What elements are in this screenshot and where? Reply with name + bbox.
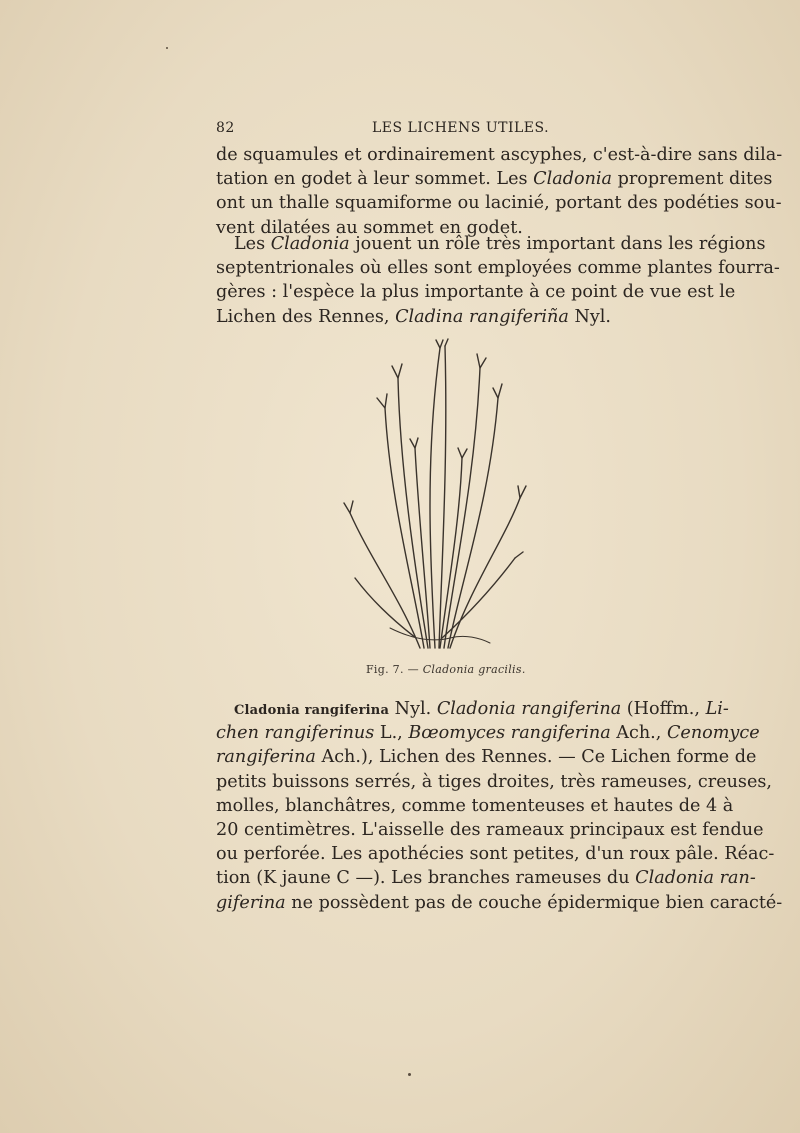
text-line: molles, blanchâtres, comme tomenteuses et hautes de 4 à bbox=[216, 795, 734, 816]
paper-speck bbox=[166, 47, 168, 49]
text-line: Les Cladonia jouent un rôle très important dans les régions bbox=[234, 234, 766, 254]
text-line: de squamules et ordinairement ascyphes, c'est-à-dire sans dila- bbox=[216, 145, 783, 165]
species-heading: Cladonia rangiferina bbox=[234, 703, 390, 718]
text-line: ont un thalle squamiforme ou lacinié, portant des podéties sou- bbox=[216, 193, 782, 214]
text-line: 20 centimètres. L'aisselle des rameaux principaux est fendue bbox=[216, 819, 764, 840]
paragraph-3 bbox=[216, 697, 783, 915]
cladonia-illustration bbox=[330, 338, 540, 658]
running-header bbox=[216, 120, 664, 140]
text-line: Lichen des Rennes, Cladina rangiferiña Nyl. bbox=[216, 306, 612, 327]
text-line: chen rangiferinus L., Bœomyces rangiferina Ach., Cenomyce bbox=[216, 723, 760, 744]
text-line: tation en godet à leur sommet. Les Cladonia proprement dites bbox=[216, 169, 773, 190]
caption-label: Fig. 7. — bbox=[366, 663, 419, 676]
text-line: vent dilatées au sommet en godet. bbox=[216, 217, 523, 238]
figure-caption bbox=[366, 663, 526, 676]
text-line: rangiferina Ach.), Lichen des Rennes. — Ce Lichen forme de bbox=[216, 747, 757, 768]
paragraph-1 bbox=[216, 143, 783, 240]
text-line: petits buissons serrés, à tiges droites, très rameuses, creuses, bbox=[216, 771, 772, 792]
text-line: tion (K jaune C —). Les branches rameuses du Cladonia ran- bbox=[216, 868, 756, 889]
caption-name: Cladonia gracilis. bbox=[422, 663, 526, 676]
text-line: gères : l'espèce la plus importante à ce point de vue est le bbox=[216, 282, 736, 303]
paragraph-2 bbox=[216, 232, 780, 329]
text-line: ou perforée. Les apothécies sont petites, d'un roux pâle. Réac- bbox=[216, 844, 775, 865]
running-title: LES LICHENS UTILES. bbox=[372, 120, 550, 136]
text-line: Cladonia rangiferina Nyl. Cladonia rangiferina (Hoffm., Li- bbox=[234, 699, 729, 719]
paper-speck bbox=[408, 1073, 411, 1076]
text-line: giferina ne possèdent pas de couche épidermique bien caracté- bbox=[216, 892, 783, 913]
page-number: 82 bbox=[216, 120, 235, 136]
text-line: septentrionales où elles sont employées comme plantes fourra- bbox=[216, 258, 780, 279]
